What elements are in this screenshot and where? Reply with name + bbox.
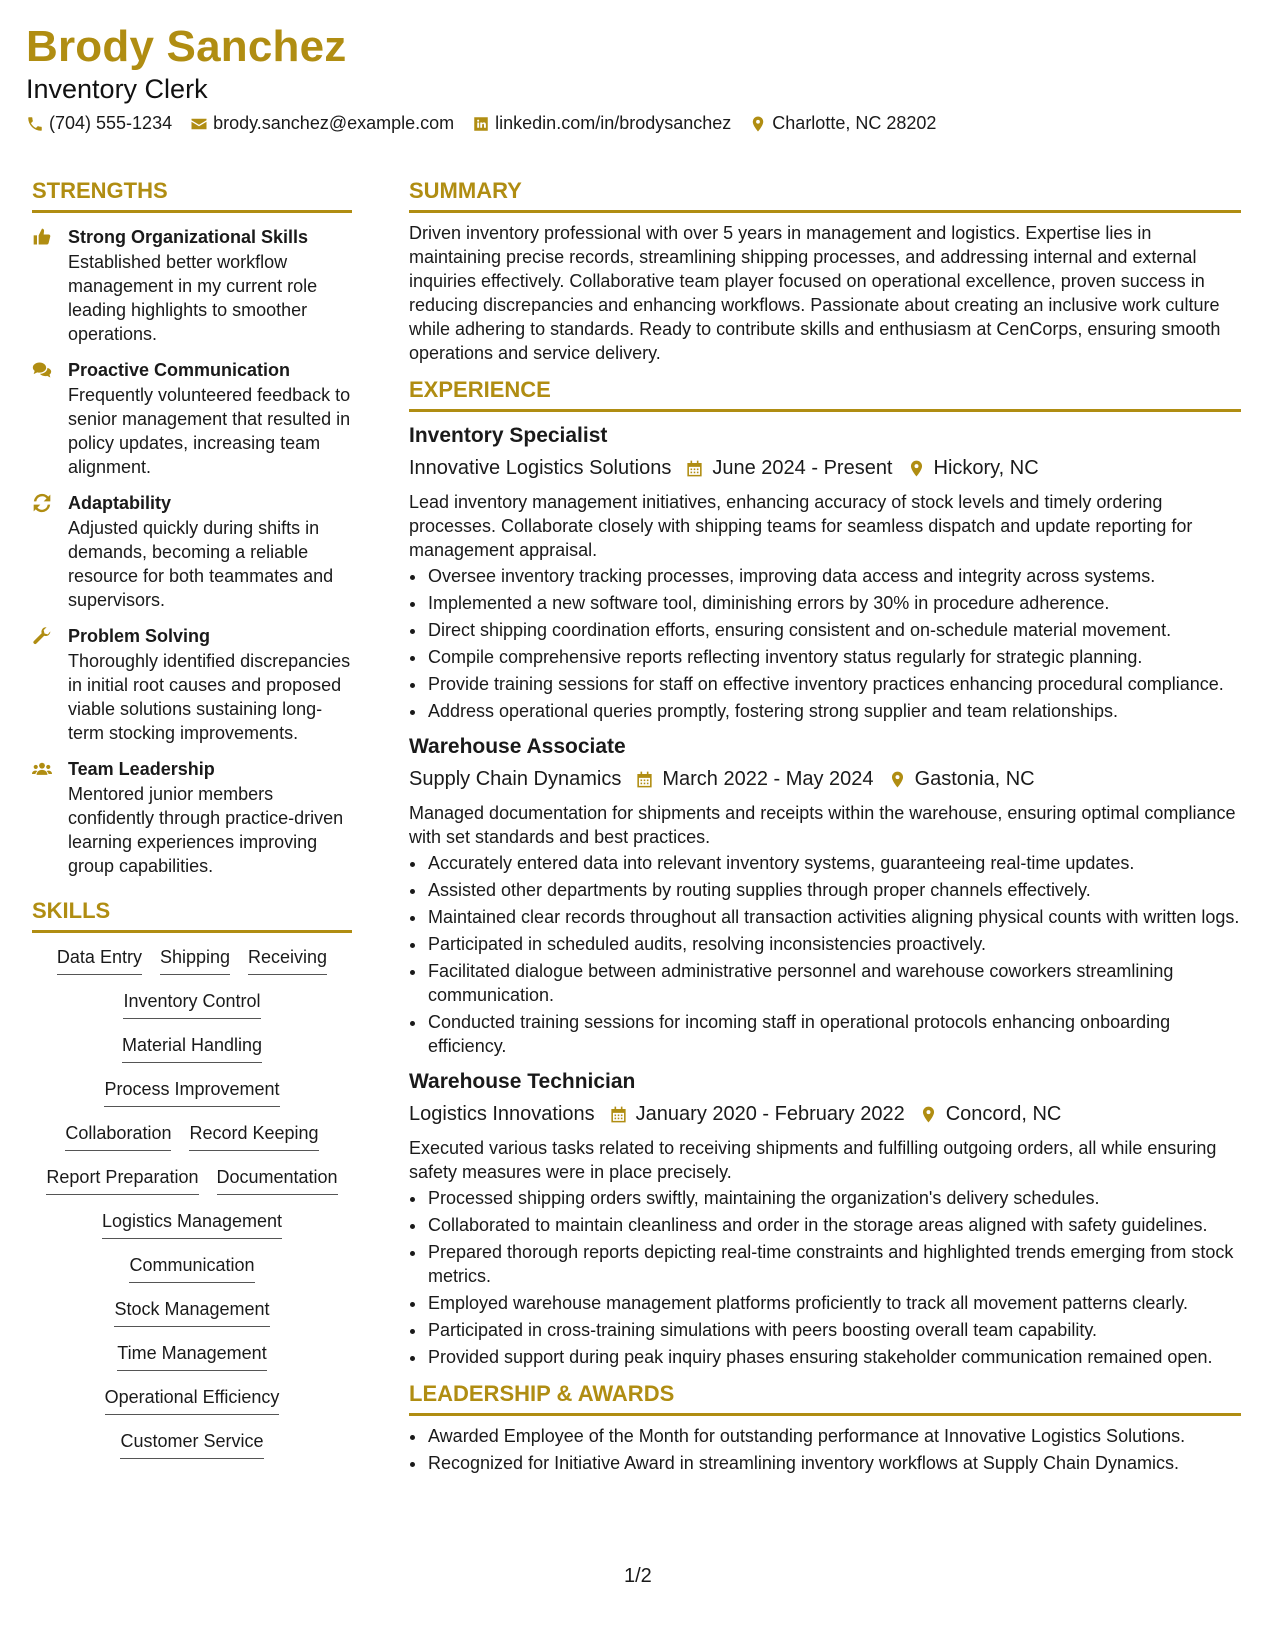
phone-text: (704) 555-1234 — [49, 113, 173, 133]
job-description: Managed documentation for shipments and receipts within the warehouse, ensuring optimal compliance with set standards and best practices. — [409, 803, 1236, 847]
email-text: brody.sanchez@example.com — [213, 113, 455, 133]
thumbs-up-icon — [32, 227, 52, 247]
skill-tag: Data Entry — [57, 945, 142, 975]
job-entry — [409, 1068, 1241, 1369]
job-dates: June 2024 - Present — [712, 457, 893, 479]
bullet: • Oversee inventory tracking processes, improving data access and integrity across systems. — [427, 564, 1241, 588]
location-text: Charlotte, NC 28202 — [772, 113, 937, 133]
bullet: • Processed shipping orders swiftly, maintaining the organization's delivery schedules. — [427, 1186, 1241, 1210]
bullet: • Assisted other departments by routing supplies through proper channels effectively. — [427, 878, 1241, 902]
right-column — [409, 178, 1241, 1478]
job-description: Lead inventory management initiatives, enhancing accuracy of stock levels and timely ordering processes. Collaborate closely with shipping teams for seamless dispatch and update reporting for management appraisal. — [409, 492, 1193, 560]
phone-icon — [26, 115, 44, 133]
comments-icon — [32, 360, 52, 380]
job-role: Inventory Clerk — [26, 74, 208, 104]
job-bullets — [409, 851, 1241, 1058]
skill-tag: Receiving — [248, 945, 327, 975]
strength-title: Team Leadership — [68, 759, 215, 779]
strength-item — [32, 491, 352, 612]
skill-tag: Logistics Management — [102, 1209, 282, 1239]
job-entry — [409, 733, 1241, 1058]
bullet: • Conducted training sessions for incoming staff in operational protocols enhancing onboarding efficiency. — [427, 1010, 1241, 1058]
job-location: Gastonia, NC — [914, 768, 1035, 790]
award-item: • Recognized for Initiative Award in streamlining inventory workflows at Supply Chain Dynamics. — [427, 1451, 1241, 1475]
contact-bar — [26, 113, 936, 134]
bullet: • Accurately entered data into relevant inventory systems, guaranteeing real-time updates. — [427, 851, 1241, 875]
skill-tag: Time Management — [117, 1341, 266, 1371]
strength-item — [32, 358, 352, 479]
job-title: Warehouse Technician — [409, 1070, 636, 1093]
awards-list — [409, 1424, 1241, 1475]
job-location: Concord, NC — [945, 1103, 1062, 1125]
job-entry — [409, 422, 1241, 723]
job-bullets — [409, 1186, 1241, 1369]
strengths-heading: STRENGTHS — [32, 178, 352, 213]
calendar-icon — [685, 459, 704, 478]
bullet: • Direct shipping coordination efforts, ensuring consistent and on-schedule material movement. — [427, 618, 1241, 642]
skill-tag: Customer Service — [120, 1429, 263, 1459]
left-column — [32, 178, 352, 1459]
job-company: Logistics Innovations — [409, 1103, 595, 1125]
users-icon — [32, 759, 52, 779]
summary-text: Driven inventory professional with over 5 years in management and logistics. Expertise lies in maintaining precise records, streamlining shipping processes, and addressing internal and external inquiries effectively. Collaborative team player focused on operational excellence, proven success in reducing discrepancies and enhancing workflows. Passionate about creating an inclusive work culture while adhering to standards. Ready to contribute skills and enthusiasm at CenCorps, ensuring smooth operations and service delivery. — [409, 223, 1221, 363]
candidate-name: Brody Sanchez — [26, 22, 347, 71]
linkedin-icon — [472, 115, 490, 133]
bullet: • Participated in cross-training simulations with peers boosting overall team capability. — [427, 1318, 1241, 1342]
contact-email[interactable] — [190, 113, 454, 134]
experience-heading: EXPERIENCE — [409, 377, 1241, 412]
skill-tag: Collaboration — [65, 1121, 171, 1151]
job-bullets — [409, 564, 1241, 723]
page-number: 1/2 — [624, 1565, 652, 1587]
contact-location — [749, 113, 936, 134]
job-meta — [409, 1100, 1241, 1128]
contact-linkedin[interactable] — [472, 113, 731, 134]
refresh-icon — [32, 493, 52, 513]
job-company: Supply Chain Dynamics — [409, 768, 622, 790]
skill-tag: Inventory Control — [123, 989, 260, 1019]
job-title: Inventory Specialist — [409, 424, 608, 447]
skill-tag: Report Preparation — [46, 1165, 198, 1195]
bullet: • Address operational queries promptly, fostering strong supplier and team relationships. — [427, 699, 1241, 723]
map-pin-icon — [888, 770, 907, 789]
skills-list — [32, 945, 352, 1459]
strength-item — [32, 225, 352, 346]
linkedin-text: linkedin.com/in/brodysanchez — [495, 113, 732, 133]
wrench-icon — [32, 626, 52, 646]
strength-title: Proactive Communication — [68, 360, 291, 380]
bullet: • Prepared thorough reports depicting real-time constraints and highlighted trends emerging from stock metrics. — [427, 1240, 1241, 1288]
awards-heading: LEADERSHIP & AWARDS — [409, 1381, 1241, 1416]
envelope-icon — [190, 115, 208, 133]
bullet: • Provide training sessions for staff on effective inventory practices enhancing procedural compliance. — [427, 672, 1241, 696]
skill-tag: Material Handling — [122, 1033, 262, 1063]
bullet: • Compile comprehensive reports reflecting inventory status regularly for strategic planning. — [427, 645, 1241, 669]
job-dates: January 2020 - February 2022 — [635, 1103, 905, 1125]
strength-desc: Established better workflow management in my current role leading highlights to smoother operations. — [68, 252, 318, 344]
skills-heading: SKILLS — [32, 898, 352, 933]
job-meta — [409, 765, 1241, 793]
contact-phone[interactable] — [26, 113, 172, 134]
bullet: • Collaborated to maintain cleanliness and order in the storage areas aligned with safety guidelines. — [427, 1213, 1241, 1237]
bullet: • Provided support during peak inquiry phases ensuring stakeholder communication remained open. — [427, 1345, 1241, 1369]
job-title: Warehouse Associate — [409, 735, 626, 758]
strength-title: Adaptability — [68, 493, 172, 513]
strength-desc: Mentored junior members confidently through practice-driven learning experiences improving group capabilities. — [68, 784, 344, 876]
job-company: Innovative Logistics Solutions — [409, 457, 672, 479]
job-dates: March 2022 - May 2024 — [662, 768, 874, 790]
job-location: Hickory, NC — [933, 457, 1039, 479]
skill-tag: Operational Efficiency — [105, 1385, 280, 1415]
skill-tag: Shipping — [160, 945, 230, 975]
strength-title: Problem Solving — [68, 626, 211, 646]
skill-tag: Documentation — [217, 1165, 338, 1195]
bullet: • Maintained clear records throughout all transaction activities aligning physical counts with written logs. — [427, 905, 1241, 929]
strength-item — [32, 624, 352, 745]
calendar-icon — [609, 1105, 628, 1124]
skill-tag: Communication — [129, 1253, 254, 1283]
summary-heading: SUMMARY — [409, 178, 1241, 213]
map-pin-icon — [749, 115, 767, 133]
map-pin-icon — [907, 459, 926, 478]
bullet: • Employed warehouse management platforms proficiently to track all movement patterns clearly. — [427, 1291, 1241, 1315]
skill-tag: Stock Management — [114, 1297, 269, 1327]
skill-tag: Process Improvement — [104, 1077, 279, 1107]
strength-desc: Frequently volunteered feedback to senior management that resulted in policy updates, increasing team alignment. — [68, 385, 351, 477]
strength-item — [32, 757, 352, 878]
skill-tag: Record Keeping — [189, 1121, 318, 1151]
map-pin-icon — [919, 1105, 938, 1124]
calendar-icon — [635, 770, 654, 789]
bullet: • Participated in scheduled audits, resolving inconsistencies proactively. — [427, 932, 1241, 956]
job-description: Executed various tasks related to receiving shipments and fulfilling outgoing orders, all while ensuring safety measures were in place precisely. — [409, 1138, 1217, 1182]
bullet: • Implemented a new software tool, diminishing errors by 30% in procedure adherence. — [427, 591, 1241, 615]
award-item: • Awarded Employee of the Month for outstanding performance at Innovative Logistics Solutions. — [427, 1424, 1241, 1448]
job-meta — [409, 454, 1241, 482]
bullet: • Facilitated dialogue between administrative personnel and warehouse coworkers streamlining communication. — [427, 959, 1241, 1007]
strength-desc: Adjusted quickly during shifts in demands, becoming a reliable resource for both teammates and supervisors. — [68, 518, 334, 610]
strength-desc: Thoroughly identified discrepancies in initial root causes and proposed viable solutions sustaining long-term stocking improvements. — [68, 651, 351, 743]
strength-title: Strong Organizational Skills — [68, 227, 309, 247]
